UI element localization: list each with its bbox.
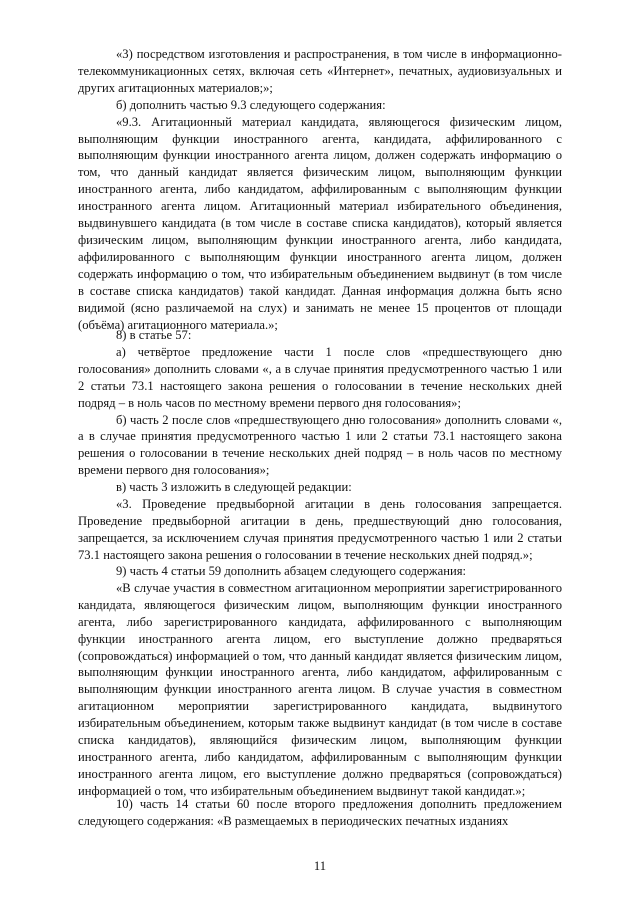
paragraph: «3. Проведение предвыборной агитации в день голосования запрещается. Проведение предвыборной агитации в день, предшествующий дню голосования, запрещается, за исключением случая принятия предусмотренного частью 1 или 2 статьи 73.1 настоящего закона решения о голосовании в течение нескольких дней подряд.»;: [78, 497, 562, 562]
text-block: [78, 327, 562, 564]
text-block: [78, 46, 562, 333]
paragraph: б) дополнить частью 9.3 следующего содержания:: [116, 97, 386, 112]
paragraph: в) часть 3 изложить в следующей редакции:: [116, 480, 352, 495]
paragraph: 8) в статье 57:: [116, 328, 192, 342]
paragraph: а) четвёртое предложение части 1 после слов «предшествующего дню голосования» дополнить словами «, а в случае принятия предусмотренного частью 1 или 2 статьи 73.1 настоящего закона решения о голосовании в течение нескольких дней подряд – в ноль часов по местному времени первого дня голосования»;: [78, 344, 562, 410]
page-number: 11: [313, 859, 327, 873]
paragraph: «9.3. Агитационный материал кандидата, являющегося физическим лицом, выполняющим функции иностранного агента, кандидата, аффилированного с выполняющим функции иностранного агента лицом, должен содержать информацию о том, что данный кандидат является физическим лицом, выполняющим функции иностранного агента, либо кандидатом, аффилированным с выполняющим функции иностранного агента лицом. Агитационный материал избирательного объединения, выдвинувшего кандидата (в том числе в составе списка кандидатов), который является физическим лицом, выполняющим функции иностранного агента, либо кандидата, аффилированного с выполняющим функции иностранного агента лицом, должен содержать информацию о том, что избирательным объединением выдвинут (в том числе в составе списка кандидатов) такой кандидат. Данная информация должна быть ясно видимой (ясно различаемой на слух) и занимать не менее 15 процентов от площади (объёма) агитационного материала.»;: [78, 114, 562, 332]
paragraph: «3) посредством изготовления и распространения, в том числе в информационно-телекоммуникационных сетях, включая сеть «Интернет», печатных, аудиовизуальных и других агитационных материалов;»;: [78, 47, 562, 95]
text-block: [78, 563, 562, 800]
paragraph: «В случае участия в совместном агитационном мероприятии зарегистрированного кандидата, являющегося физическим лицом, выполняющим функции иностранного агента, либо зарегистрированного кандидата, аффилированного с выполняющим функции иностранного агента лицом, его выступление должно предваряться (сопровождаться) информацией о том, что данный кандидат является физическим лицом, выполняющим функции иностранного агента, либо кандидатом, аффилированным с выполняющим функции иностранного агента лицом. В случае участия в совместном агитационном мероприятии зарегистрированного кандидата, выдвинутого избирательным объединением, которым также выдвинут кандидат (в том числе в составе списка кандидатов), являющийся физическим лицом, выполняющим функции иностранного агента, либо кандидатом, аффилированным с выполняющим функции иностранного агента лицом, его выступление должно предваряться (сопровождаться) информацией о том, что избирательным объединением выдвинут такой кандидат.»;: [78, 580, 562, 798]
paragraph: 9) часть 4 статьи 59 дополнить абзацем следующего содержания:: [116, 564, 466, 578]
paragraph: б) часть 2 после слов «предшествующего дню голосования» дополнить словами «, а в случае принятия предусмотренного частью 1 или 2 статьи 73.1 настоящего закона решения о голосовании в течение нескольких дней подряд – в ноль часов по местному времени первого дня голосования»;: [78, 412, 562, 478]
text-block: [78, 796, 562, 830]
paragraph: 10) часть 14 статьи 60 после второго предложения дополнить предложением следующего содержания: «В размещаемых в периодических печатных изданиях: [78, 797, 562, 828]
